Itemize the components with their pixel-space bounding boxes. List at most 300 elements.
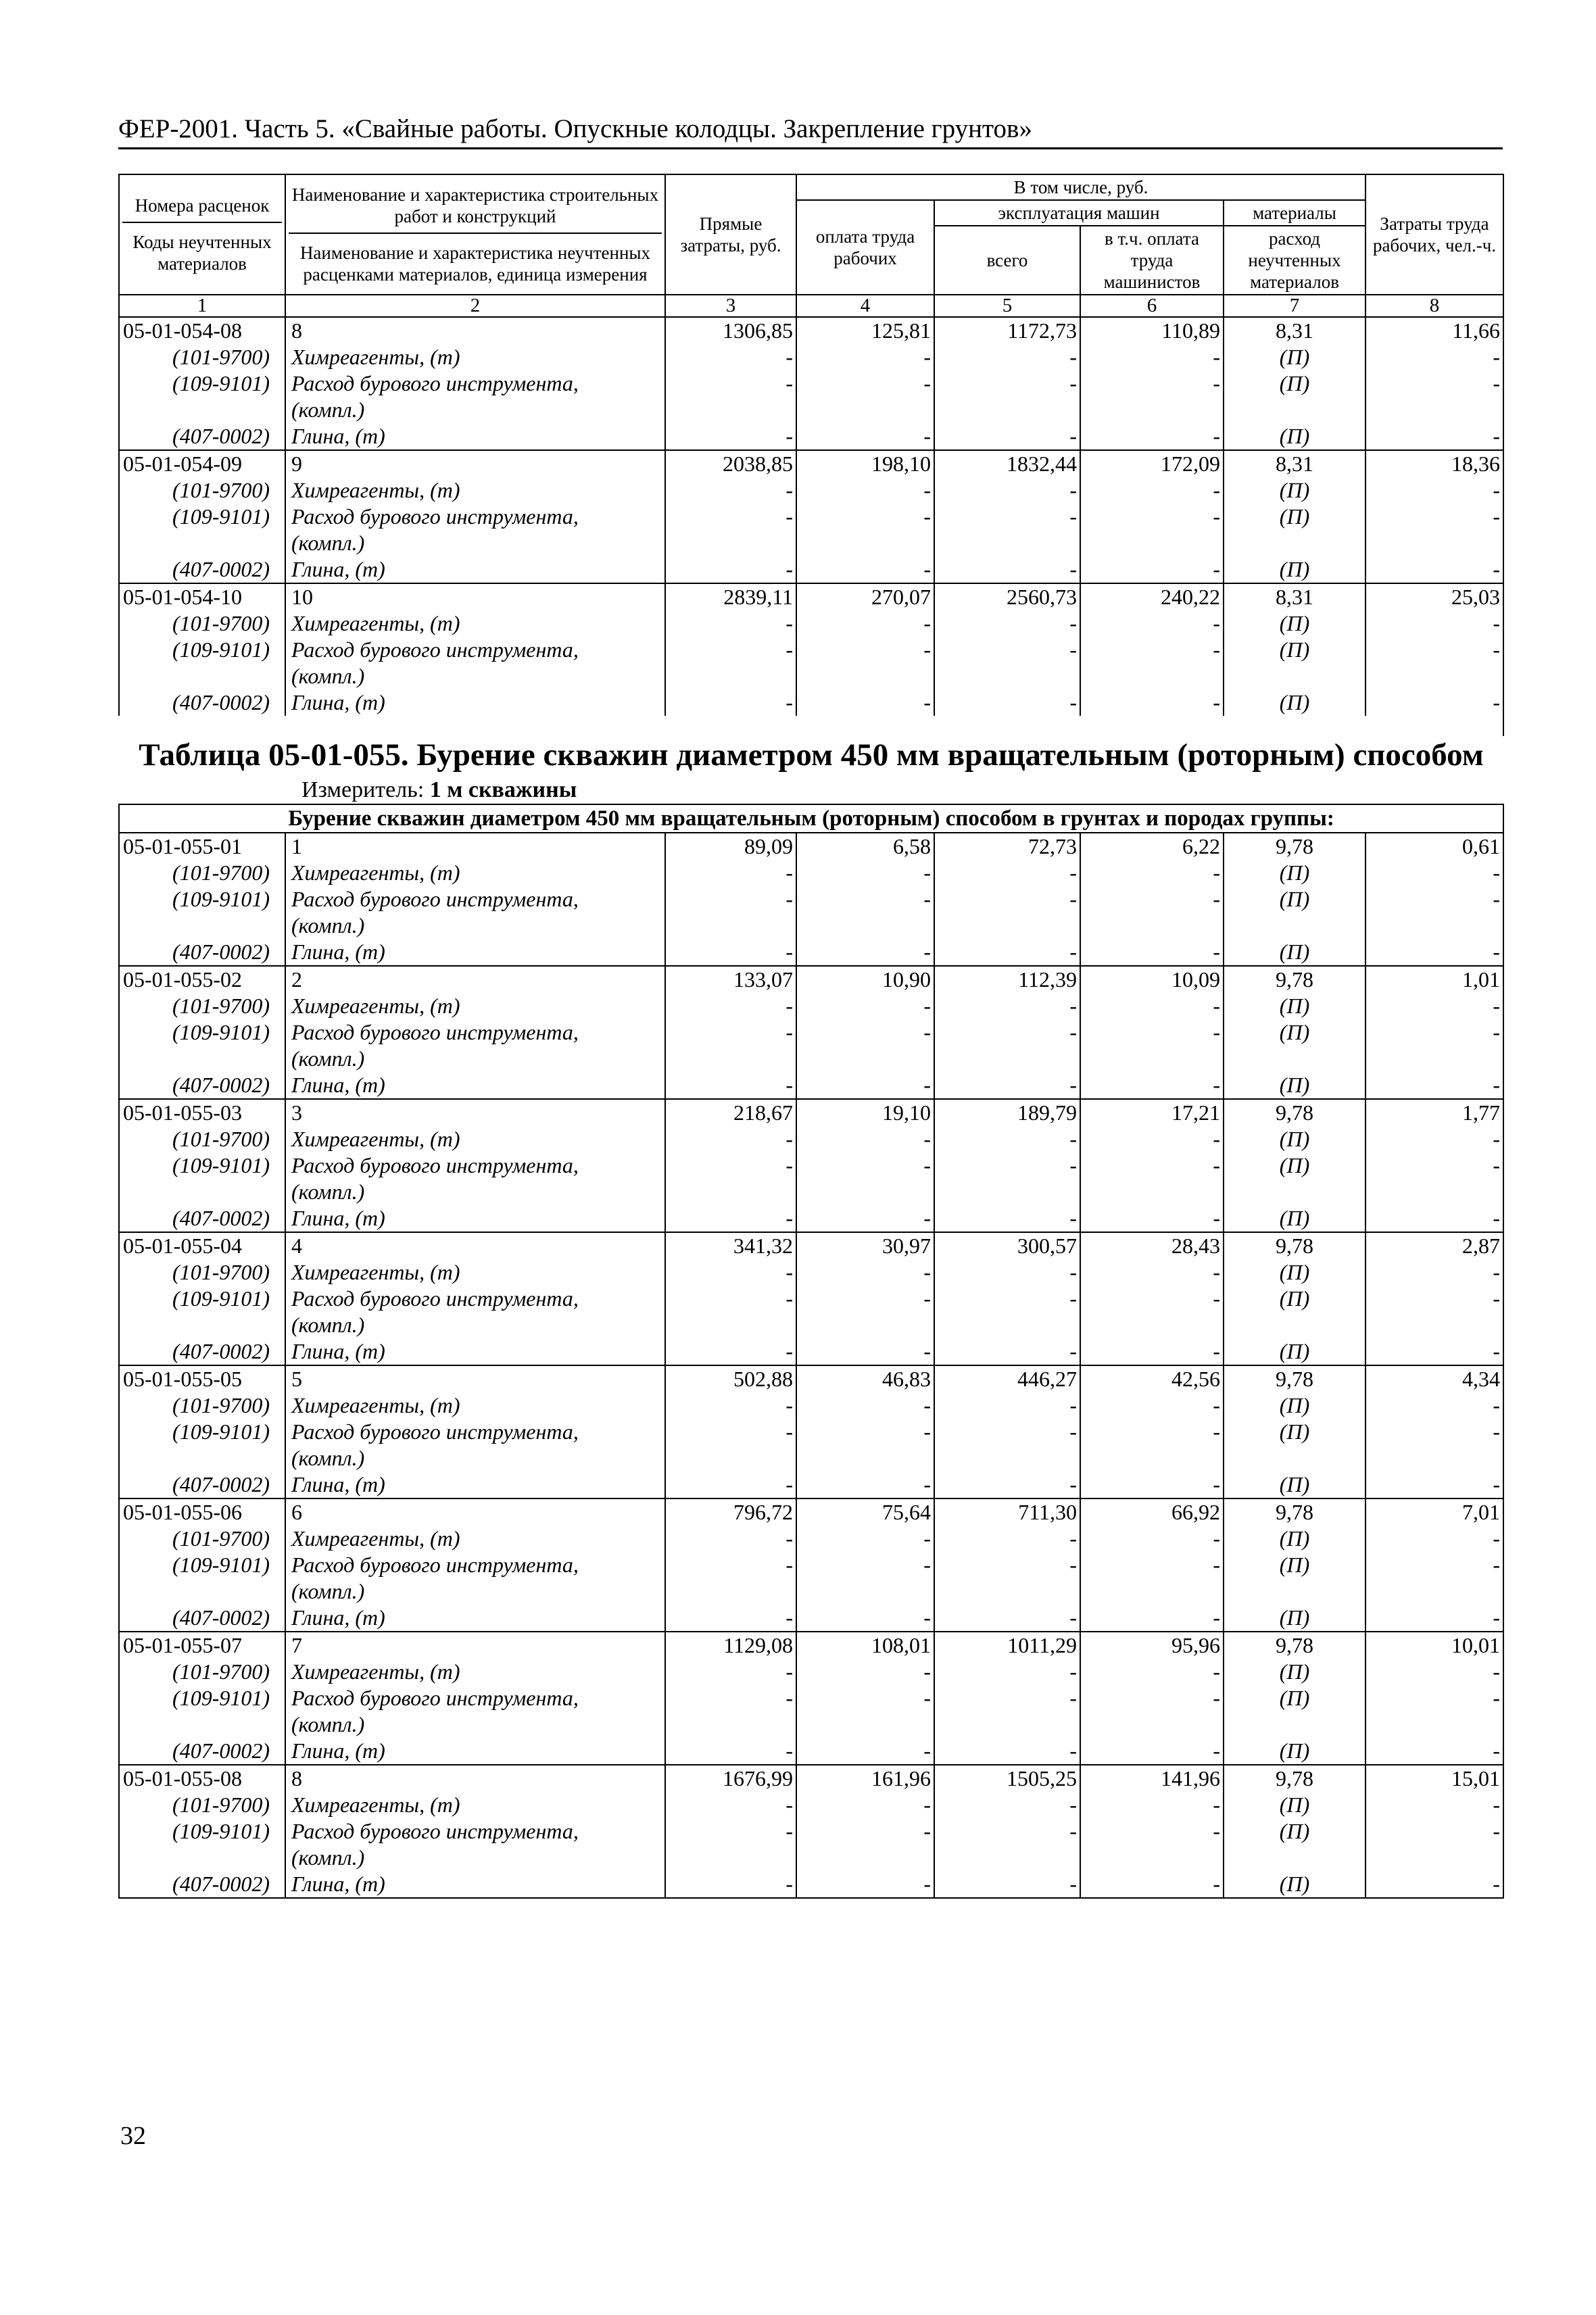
- column-number: 1: [119, 295, 285, 317]
- material-code: (407-0002): [119, 939, 285, 966]
- dash-cell: -: [1365, 860, 1503, 886]
- material-row: [119, 1419, 1503, 1471]
- value-mach_w: 28,43: [1080, 1232, 1224, 1259]
- value-materials: 9,78: [1224, 966, 1365, 993]
- material-code: (407-0002): [119, 1072, 285, 1099]
- dash-cell: -: [1365, 477, 1503, 504]
- rate-name: 3: [285, 1099, 665, 1126]
- dash-cell: -: [934, 1685, 1080, 1738]
- dash-cell: -: [934, 1526, 1080, 1552]
- dash-cell: -: [1080, 689, 1224, 716]
- value-mach_w: 240,22: [1080, 583, 1224, 610]
- material-mark: (П): [1224, 423, 1365, 450]
- dash-cell: -: [1365, 1818, 1503, 1871]
- material-row: [119, 423, 1503, 450]
- value-mach: 72,73: [934, 833, 1080, 860]
- dash-cell: -: [796, 504, 934, 556]
- material-mark: (П): [1224, 689, 1365, 716]
- dash-cell: -: [796, 1152, 934, 1205]
- value-mach_w: 66,92: [1080, 1498, 1224, 1526]
- dash-cell: -: [1365, 1659, 1503, 1685]
- material-name: Химреагенты, (т): [285, 860, 665, 886]
- material-code: (109-9101): [119, 1152, 285, 1205]
- dash-cell: -: [934, 1152, 1080, 1205]
- column-number: 2: [285, 295, 665, 317]
- value-mach: 1832,44: [934, 450, 1080, 477]
- header-direct-costs: Прямые затраты, руб.: [665, 174, 796, 295]
- dash-cell: -: [1080, 1205, 1224, 1232]
- material-row: [119, 556, 1503, 583]
- dash-cell: -: [1080, 1286, 1224, 1338]
- value-mach_w: 95,96: [1080, 1632, 1224, 1659]
- column-number: 6: [1080, 295, 1224, 317]
- material-mark: (П): [1224, 1685, 1365, 1738]
- dash-cell: -: [1365, 1871, 1503, 1898]
- rate-code: 05-01-054-09: [119, 450, 285, 477]
- material-name: Глина, (т): [285, 1072, 665, 1099]
- value-mach_w: 17,21: [1080, 1099, 1224, 1126]
- dash-cell: -: [1365, 1419, 1503, 1471]
- value-wages: 75,64: [796, 1498, 934, 1526]
- column-number: 5: [934, 295, 1080, 317]
- material-mark: (П): [1224, 1259, 1365, 1286]
- material-mark: (П): [1224, 477, 1365, 504]
- dash-cell: -: [665, 1286, 796, 1338]
- dash-cell: -: [665, 556, 796, 583]
- dash-cell: -: [665, 1526, 796, 1552]
- rate-name: 4: [285, 1232, 665, 1259]
- material-name: Химреагенты, (т): [285, 1526, 665, 1552]
- value-direct: 1676,99: [665, 1765, 796, 1792]
- rate-code: 05-01-055-05: [119, 1365, 285, 1392]
- rate-name: 5: [285, 1365, 665, 1392]
- dash-cell: -: [665, 1392, 796, 1419]
- material-mark: (П): [1224, 504, 1365, 556]
- dash-cell: -: [796, 1019, 934, 1072]
- value-labor: 1,01: [1365, 966, 1503, 993]
- material-code: (407-0002): [119, 689, 285, 716]
- material-unit-line: (компл.): [291, 664, 365, 688]
- dash-cell: -: [665, 1738, 796, 1765]
- dash-cell: -: [1080, 504, 1224, 556]
- material-name: [285, 1286, 665, 1338]
- dash-cell: -: [934, 1259, 1080, 1286]
- dash-cell: -: [796, 1126, 934, 1152]
- material-mark: (П): [1224, 1338, 1365, 1365]
- value-mach_w: 110,89: [1080, 317, 1224, 344]
- material-unit-line: (компл.): [291, 913, 365, 937]
- material-unit-line: (компл.): [291, 1845, 365, 1870]
- dash-cell: -: [1080, 637, 1224, 689]
- material-row: [119, 1126, 1503, 1152]
- value-direct: 2839,11: [665, 583, 796, 610]
- material-unit-line: (компл.): [291, 1579, 365, 1603]
- dash-cell: -: [1365, 939, 1503, 966]
- rate-row: [119, 1498, 1503, 1526]
- material-code: (407-0002): [119, 423, 285, 450]
- value-mach: 2560,73: [934, 583, 1080, 610]
- table-055-heading: [119, 716, 1503, 833]
- material-name: Глина, (т): [285, 423, 665, 450]
- dash-cell: -: [665, 1659, 796, 1685]
- value-labor: 4,34: [1365, 1365, 1503, 1392]
- material-row: [119, 1659, 1503, 1685]
- column-number: 4: [796, 295, 934, 317]
- material-name: [285, 370, 665, 423]
- dash-cell: -: [796, 1685, 934, 1738]
- dash-cell: -: [796, 1392, 934, 1419]
- material-row: [119, 1392, 1503, 1419]
- material-code: (407-0002): [119, 1205, 285, 1232]
- dash-cell: -: [934, 860, 1080, 886]
- material-code: (101-9700): [119, 1126, 285, 1152]
- value-materials: 9,78: [1224, 1232, 1365, 1259]
- value-wages: 10,90: [796, 966, 934, 993]
- dash-cell: -: [934, 1605, 1080, 1632]
- rate-code: 05-01-055-07: [119, 1632, 285, 1659]
- dash-cell: -: [1080, 1072, 1224, 1099]
- value-direct: 341,32: [665, 1232, 796, 1259]
- value-mach_w: 42,56: [1080, 1365, 1224, 1392]
- material-unit-line: (компл.): [291, 1446, 365, 1470]
- dash-cell: -: [1080, 1659, 1224, 1685]
- material-name: Химреагенты, (т): [285, 344, 665, 370]
- header-machinists-wages: в т.ч. оплата труда машинистов: [1080, 226, 1224, 295]
- dash-cell: -: [796, 1738, 934, 1765]
- header-materials-consumption: расход неучтенных материалов: [1224, 226, 1365, 295]
- dash-cell: -: [1080, 1526, 1224, 1552]
- material-code: (109-9101): [119, 1685, 285, 1738]
- value-mach: 1172,73: [934, 317, 1080, 344]
- dash-cell: -: [796, 886, 934, 939]
- dash-cell: -: [665, 1126, 796, 1152]
- material-mark: (П): [1224, 860, 1365, 886]
- dash-cell: -: [1080, 939, 1224, 966]
- value-labor: 2,87: [1365, 1232, 1503, 1259]
- material-code: (101-9700): [119, 477, 285, 504]
- material-row: [119, 1152, 1503, 1205]
- rate-row: [119, 966, 1503, 993]
- dash-cell: -: [1365, 1259, 1503, 1286]
- dash-cell: -: [934, 689, 1080, 716]
- dash-cell: -: [934, 423, 1080, 450]
- value-direct: 796,72: [665, 1498, 796, 1526]
- dash-cell: -: [796, 370, 934, 423]
- material-row: [119, 370, 1503, 423]
- material-name-line: Расход бурового инструмента,: [291, 637, 579, 662]
- dash-cell: -: [1080, 1419, 1224, 1471]
- material-code: (101-9700): [119, 610, 285, 637]
- dash-cell: -: [1080, 1552, 1224, 1605]
- dash-cell: -: [934, 1205, 1080, 1232]
- material-code: (109-9101): [119, 637, 285, 689]
- dash-cell: -: [1365, 370, 1503, 423]
- dash-cell: -: [934, 477, 1080, 504]
- material-name: Химреагенты, (т): [285, 477, 665, 504]
- dash-cell: -: [1080, 1792, 1224, 1818]
- material-row: [119, 1605, 1503, 1632]
- rate-row: [119, 1099, 1503, 1126]
- material-name: [285, 637, 665, 689]
- dash-cell: -: [665, 504, 796, 556]
- material-code: (407-0002): [119, 1871, 285, 1898]
- value-wages: 19,10: [796, 1099, 934, 1126]
- rate-row: [119, 1232, 1503, 1259]
- material-name-line: Расход бурового инструмента,: [291, 1286, 579, 1311]
- dash-cell: -: [934, 344, 1080, 370]
- material-name-line: Расход бурового инструмента,: [291, 504, 579, 529]
- dash-cell: -: [1365, 1792, 1503, 1818]
- rate-code: 05-01-055-08: [119, 1765, 285, 1792]
- dash-cell: -: [1080, 1126, 1224, 1152]
- material-row: [119, 504, 1503, 556]
- dash-cell: -: [934, 1392, 1080, 1419]
- dash-cell: -: [1365, 423, 1503, 450]
- material-row: [119, 886, 1503, 939]
- material-name: [285, 1818, 665, 1871]
- dash-cell: -: [796, 1871, 934, 1898]
- material-name: Химреагенты, (т): [285, 1659, 665, 1685]
- material-name: Глина, (т): [285, 1205, 665, 1232]
- material-name-line: Расход бурового инструмента,: [291, 887, 579, 911]
- material-name: Глина, (т): [285, 556, 665, 583]
- dash-cell: -: [1365, 1526, 1503, 1552]
- material-mark: (П): [1224, 1392, 1365, 1419]
- value-mach: 1505,25: [934, 1765, 1080, 1792]
- value-direct: 133,07: [665, 966, 796, 993]
- material-code: (109-9101): [119, 1286, 285, 1338]
- value-labor: 11,66: [1365, 317, 1503, 344]
- value-mach_w: 141,96: [1080, 1765, 1224, 1792]
- dash-cell: -: [1365, 1471, 1503, 1498]
- dash-cell: -: [1365, 689, 1503, 716]
- material-row: [119, 939, 1503, 966]
- header-wages: оплата труда рабочих: [796, 200, 934, 295]
- dash-cell: -: [665, 1259, 796, 1286]
- rate-name: 6: [285, 1498, 665, 1526]
- material-name: Глина, (т): [285, 939, 665, 966]
- material-name-line: Расход бурового инструмента,: [291, 1819, 579, 1843]
- rate-code: 05-01-054-10: [119, 583, 285, 610]
- dash-cell: -: [796, 423, 934, 450]
- dash-cell: -: [934, 504, 1080, 556]
- material-mark: (П): [1224, 1738, 1365, 1765]
- material-unit-line: (компл.): [291, 1712, 365, 1736]
- dash-cell: -: [934, 610, 1080, 637]
- dash-cell: -: [1365, 504, 1503, 556]
- material-name: [285, 1419, 665, 1471]
- dash-cell: -: [796, 1659, 934, 1685]
- page-number: 32: [120, 2122, 146, 2150]
- dash-cell: -: [796, 556, 934, 583]
- material-row: [119, 1552, 1503, 1605]
- dash-cell: -: [1365, 1338, 1503, 1365]
- material-name: Химреагенты, (т): [285, 993, 665, 1019]
- material-code: (109-9101): [119, 370, 285, 423]
- rates-table: [118, 174, 1504, 1899]
- material-code: (407-0002): [119, 1338, 285, 1365]
- dash-cell: -: [665, 1605, 796, 1632]
- dash-cell: -: [796, 1471, 934, 1498]
- value-mach_w: 6,22: [1080, 833, 1224, 860]
- material-row: [119, 993, 1503, 1019]
- dash-cell: -: [1080, 344, 1224, 370]
- table-055-body: [119, 833, 1503, 1898]
- table-054-body: [119, 317, 1503, 716]
- dash-cell: -: [665, 1019, 796, 1072]
- rate-name: 1: [285, 833, 665, 860]
- value-materials: 9,78: [1224, 1632, 1365, 1659]
- material-mark: (П): [1224, 344, 1365, 370]
- material-name-line: Расход бурового инструмента,: [291, 1153, 579, 1177]
- dash-cell: -: [1080, 370, 1224, 423]
- value-mach: 300,57: [934, 1232, 1080, 1259]
- value-wages: 161,96: [796, 1765, 934, 1792]
- material-code: (109-9101): [119, 504, 285, 556]
- dash-cell: -: [1080, 1392, 1224, 1419]
- material-name-line: Расход бурового инструмента,: [291, 1419, 579, 1444]
- dash-cell: -: [665, 423, 796, 450]
- material-name: Глина, (т): [285, 1338, 665, 1365]
- dash-cell: -: [1365, 886, 1503, 939]
- dash-cell: -: [1080, 1818, 1224, 1871]
- material-row: [119, 1685, 1503, 1738]
- dash-cell: -: [934, 993, 1080, 1019]
- material-mark: (П): [1224, 1552, 1365, 1605]
- material-mark: (П): [1224, 1871, 1365, 1898]
- dash-cell: -: [665, 1792, 796, 1818]
- value-mach: 112,39: [934, 966, 1080, 993]
- dash-cell: -: [1080, 1605, 1224, 1632]
- value-materials: 8,31: [1224, 583, 1365, 610]
- material-name: [285, 1685, 665, 1738]
- dash-cell: -: [665, 1205, 796, 1232]
- material-row: [119, 1259, 1503, 1286]
- dash-cell: -: [1080, 1471, 1224, 1498]
- rate-name: 8: [285, 317, 665, 344]
- dash-cell: -: [1365, 1205, 1503, 1232]
- material-mark: (П): [1224, 1471, 1365, 1498]
- dash-cell: -: [796, 993, 934, 1019]
- material-name: Химреагенты, (т): [285, 610, 665, 637]
- material-row: [119, 1792, 1503, 1818]
- section-heading: Бурение скважин диаметром 450 мм вращательным (роторным) способом в грунтах и породах группы:: [119, 804, 1503, 833]
- rate-row: [119, 1365, 1503, 1392]
- dash-cell: -: [934, 1738, 1080, 1765]
- dash-cell: -: [934, 1552, 1080, 1605]
- header-materials: материалы: [1224, 200, 1365, 226]
- material-unit-line: (компл.): [291, 397, 365, 422]
- column-number: 8: [1365, 295, 1503, 317]
- dash-cell: -: [934, 1818, 1080, 1871]
- rate-code: 05-01-055-01: [119, 833, 285, 860]
- rate-row: [119, 583, 1503, 610]
- material-code: (101-9700): [119, 344, 285, 370]
- material-unit-line: (компл.): [291, 531, 365, 555]
- material-mark: (П): [1224, 886, 1365, 939]
- material-mark: (П): [1224, 556, 1365, 583]
- dash-cell: -: [1080, 1338, 1224, 1365]
- rate-name: 8: [285, 1765, 665, 1792]
- value-mach_w: 172,09: [1080, 450, 1224, 477]
- material-row: [119, 1205, 1503, 1232]
- material-code: (101-9700): [119, 860, 285, 886]
- material-code: (109-9101): [119, 1552, 285, 1605]
- material-row: [119, 1818, 1503, 1871]
- dash-cell: -: [665, 1072, 796, 1099]
- material-mark: (П): [1224, 610, 1365, 637]
- material-mark: (П): [1224, 993, 1365, 1019]
- dash-cell: -: [934, 556, 1080, 583]
- dash-cell: -: [1365, 610, 1503, 637]
- dash-cell: -: [1080, 993, 1224, 1019]
- dash-cell: -: [796, 1205, 934, 1232]
- material-code: (407-0002): [119, 1471, 285, 1498]
- value-materials: 9,78: [1224, 1099, 1365, 1126]
- dash-cell: -: [1080, 886, 1224, 939]
- value-materials: 9,78: [1224, 1765, 1365, 1792]
- value-wages: 46,83: [796, 1365, 934, 1392]
- material-name: Глина, (т): [285, 1605, 665, 1632]
- material-row: [119, 1738, 1503, 1765]
- dash-cell: -: [1365, 1605, 1503, 1632]
- material-code: (407-0002): [119, 1738, 285, 1765]
- rate-row: [119, 317, 1503, 344]
- material-mark: (П): [1224, 1605, 1365, 1632]
- material-mark: (П): [1224, 1659, 1365, 1685]
- material-mark: (П): [1224, 1205, 1365, 1232]
- dash-cell: -: [796, 1792, 934, 1818]
- dash-cell: -: [665, 993, 796, 1019]
- dash-cell: -: [1365, 1072, 1503, 1099]
- dash-cell: -: [796, 637, 934, 689]
- dash-cell: -: [665, 1871, 796, 1898]
- running-head: ФЕР-2001. Часть 5. «Свайные работы. Опускные колодцы. Закрепление грунтов»: [118, 114, 1503, 149]
- rate-row: [119, 833, 1503, 860]
- dash-cell: -: [665, 1685, 796, 1738]
- dash-cell: -: [796, 1605, 934, 1632]
- material-name: Глина, (т): [285, 1871, 665, 1898]
- material-row: [119, 477, 1503, 504]
- header-machines-total: всего: [934, 226, 1080, 295]
- material-row: [119, 1471, 1503, 1498]
- value-materials: 9,78: [1224, 1498, 1365, 1526]
- value-wages: 30,97: [796, 1232, 934, 1259]
- material-code: (101-9700): [119, 1526, 285, 1552]
- material-unit-line: (компл.): [291, 1179, 365, 1204]
- dash-cell: -: [665, 1152, 796, 1205]
- dash-cell: -: [1365, 1392, 1503, 1419]
- dash-cell: -: [1365, 637, 1503, 689]
- material-code: (407-0002): [119, 556, 285, 583]
- rate-code: 05-01-054-08: [119, 317, 285, 344]
- dash-cell: -: [796, 1259, 934, 1286]
- value-labor: 15,01: [1365, 1765, 1503, 1792]
- rate-name: 9: [285, 450, 665, 477]
- value-wages: 270,07: [796, 583, 934, 610]
- value-materials: 8,31: [1224, 317, 1365, 344]
- dash-cell: -: [796, 1818, 934, 1871]
- material-unit-line: (компл.): [291, 1313, 365, 1337]
- dash-cell: -: [934, 886, 1080, 939]
- material-mark: (П): [1224, 370, 1365, 423]
- material-mark: (П): [1224, 637, 1365, 689]
- dash-cell: -: [934, 1072, 1080, 1099]
- dash-cell: -: [1365, 1152, 1503, 1205]
- measure-line: [119, 774, 1503, 804]
- material-unit-line: (компл.): [291, 1046, 365, 1071]
- value-direct: 89,09: [665, 833, 796, 860]
